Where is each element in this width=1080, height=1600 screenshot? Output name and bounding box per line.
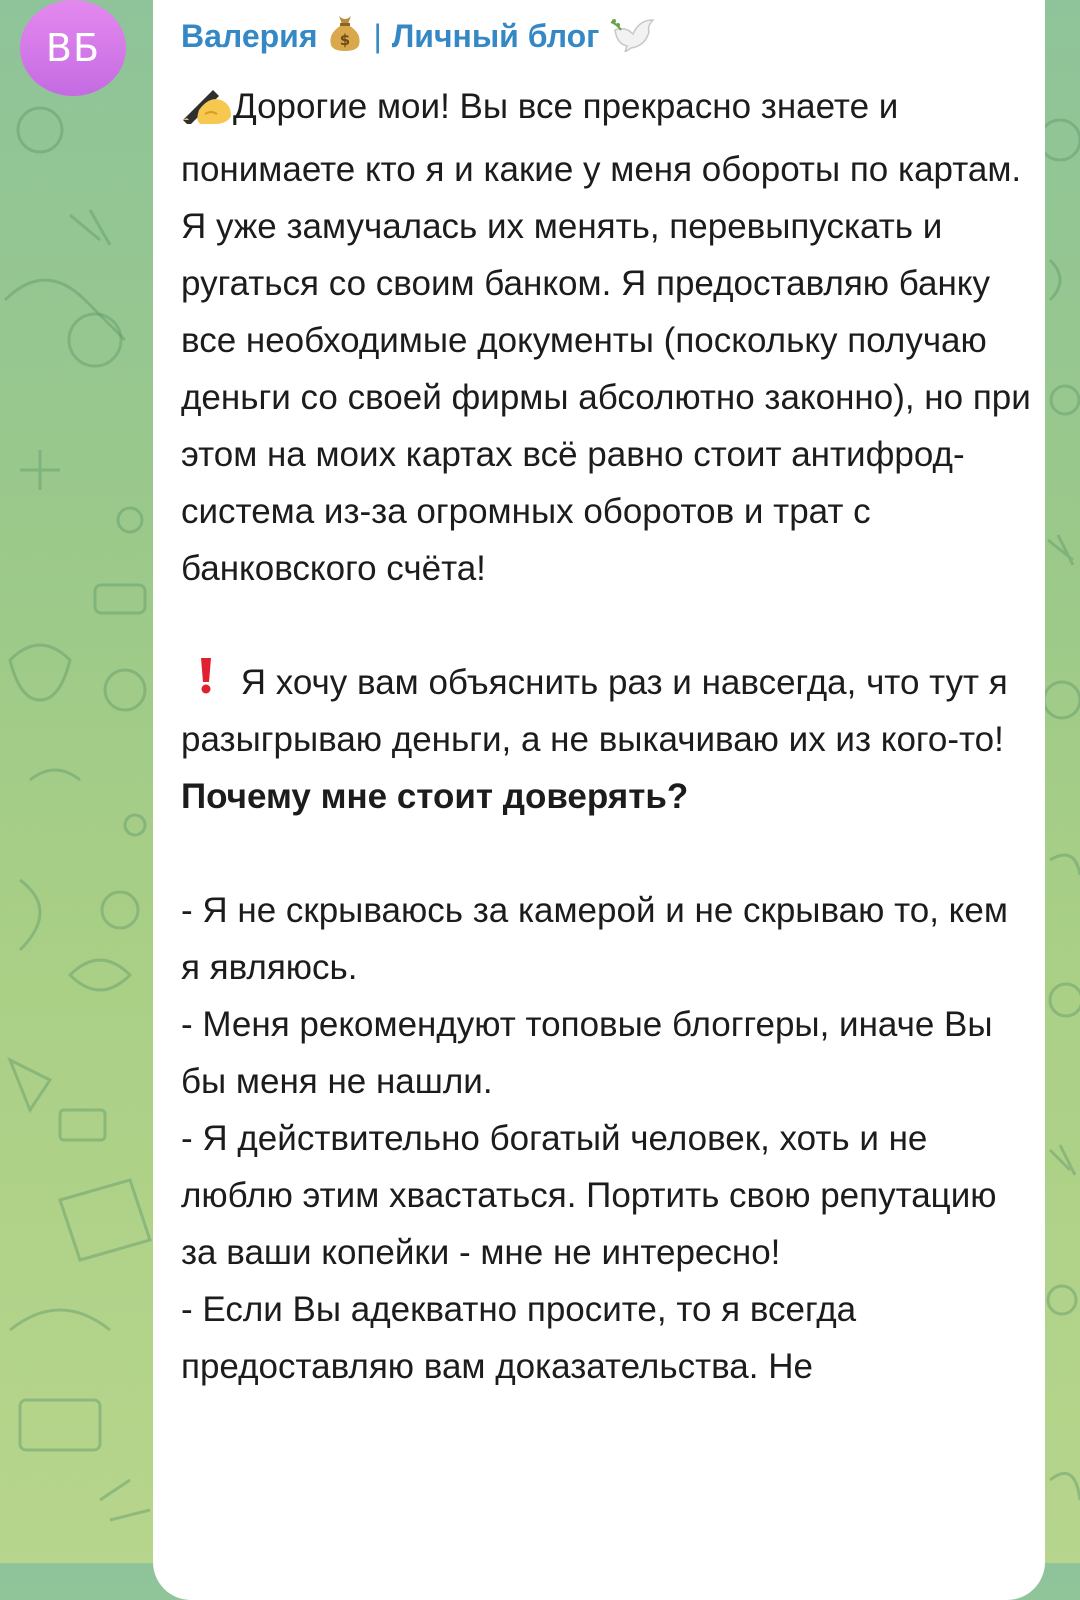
message-heading: Почему мне стоит доверять? [181,777,689,816]
svg-text:$: $ [339,31,350,49]
spacer [181,597,1031,654]
writing-hand-icon [181,84,233,141]
bullet-item: - Если Вы адекватно просите, то я всегда предоставляю вам доказательства. Не [181,1290,866,1386]
sender-channel: Личный блог [391,17,600,54]
message-paragraph-2 [181,654,1031,768]
spacer [181,825,1031,882]
money-bag-icon [328,12,362,60]
sender-separator: | [373,17,382,54]
dove-icon [609,12,659,60]
message-text [181,78,1041,1395]
sender-name-line[interactable] [181,12,665,60]
sender-name: Валерия [181,17,318,54]
bullet-item: - Меня рекомендуют топовые блоггеры, иначе Вы бы меня не нашли. [181,1005,1003,1101]
avatar-initials: ВБ [45,26,101,70]
bullet-item: - Я не скрываюсь за камерой и не скрываю то, кем я являюсь. [181,891,1018,987]
sender-avatar[interactable] [20,0,126,96]
exclamation-icon [181,654,231,711]
paragraph-1-text: Дорогие мои! Вы все прекрасно знаете и понимаете кто я и какие у меня обороты по картам. Я уже замучалась их менять, перевыпускать и ругаться со своим банком. Я предоставляю банку все необходимые документы (поскольку получаю деньги со своей фирмы абсолютно законно), но при этом на моих картах всё равно стоит антифрод-система из-за огромных оборотов и трат с банковского счёта! [181,87,1041,588]
paragraph-2-text: Я хочу вам объяснить раз и навсегда, что тут я разыгрываю деньги, а не выкачиваю их из кого-то! [181,663,1018,759]
bullet-item: - Я действительно богатый человек, хоть и не люблю этим хвастаться. Портить свою репутацию за ваши копейки - мне не интересно! [181,1119,1007,1272]
message-paragraph-1 [181,78,1041,597]
